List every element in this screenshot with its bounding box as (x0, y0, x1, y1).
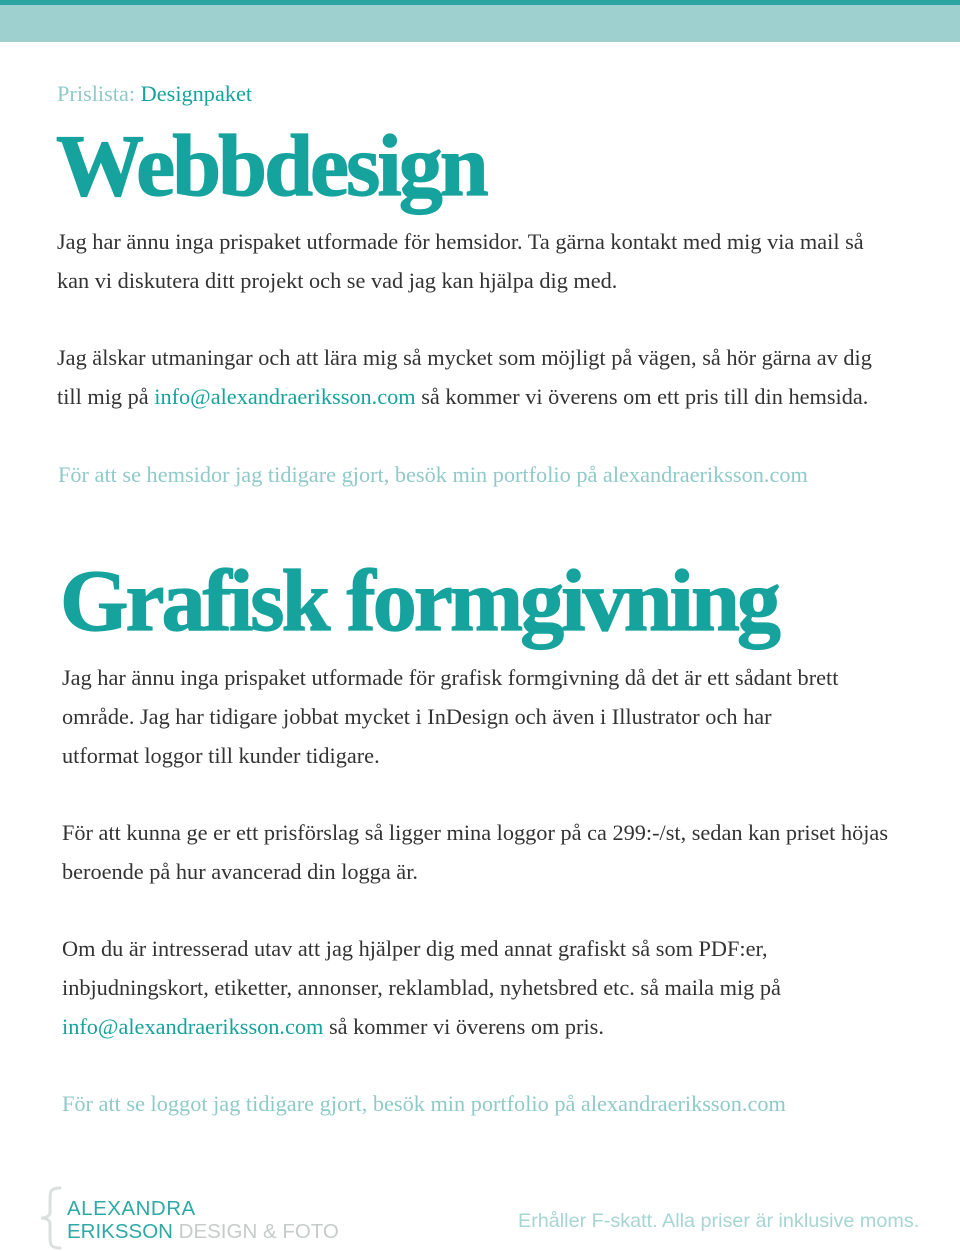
logo-name-second (67, 1222, 339, 1243)
grafisk-portfolio-note: För att se loggot jag tidigare gjort, besök min portfolio på alexandraeriksson.com (62, 1091, 786, 1116)
webbdesign-portfolio-note: För att se hemsidor jag tidigare gjort, besök min portfolio på alexandraeriksson.com (58, 462, 808, 487)
paragraph-line: Jag har ännu inga prispaket utformade för grafisk formgivning då det är ett sådant brett (62, 665, 839, 690)
grafisk-paragraph-1 (62, 658, 838, 775)
tax-note: Erhåller F-skatt. Alla priser är inklusive moms. (518, 1210, 920, 1232)
logo-name-first: ALEXANDRA (67, 1197, 196, 1220)
paragraph-line: kan vi diskutera ditt projekt och se vad jag kan hjälpa dig med. (57, 268, 618, 293)
paragraph-line: Om du är intresserad utav att jag hjälper dig med annat grafiskt så som PDF:er, (62, 936, 768, 961)
logo-surname: ERIKSSON (67, 1220, 173, 1243)
webbdesign-paragraph-1 (57, 222, 864, 300)
paragraph-line: inbjudningskort, etiketter, annonser, reklamblad, nyhetsbred etc. så maila mig på (62, 975, 781, 1000)
logo-brace-icon (38, 1186, 64, 1250)
paragraph-line (62, 1007, 781, 1046)
top-band-accent-line (0, 0, 960, 5)
grafisk-paragraph-2 (62, 813, 888, 891)
paragraph-line: Jag älskar utmaningar och att lära mig så mycket som möjligt på vägen, så hör gärna av dig (57, 345, 872, 370)
paragraph-text: till mig på (57, 384, 149, 409)
price-list-prefix: Prislista: (57, 81, 136, 106)
paragraph-text: så kommer vi överens om pris. (328, 1014, 604, 1039)
email-link[interactable]: info@alexandraeriksson.com (62, 1014, 324, 1039)
email-link[interactable]: info@alexandraeriksson.com (154, 384, 416, 409)
paragraph-text: så kommer vi överens om ett pris till din hemsida. (421, 384, 869, 409)
grafisk-paragraph-3 (62, 929, 781, 1046)
paragraph-line: Jag har ännu inga prispaket utformade för hemsidor. Ta gärna kontakt med mig via mail så (57, 229, 864, 254)
top-band (0, 0, 960, 42)
price-list-label (57, 74, 252, 113)
paragraph-line: För att kunna ge er ett prisförslag så ligger mina loggor på ca 299:-/st, sedan kan priset höjas (62, 820, 889, 845)
paragraph-line: beroende på hur avancerad din logga är. (62, 859, 418, 884)
webbdesign-heading: Webbdesign (56, 118, 486, 215)
webbdesign-paragraph-2 (57, 338, 872, 416)
paragraph-line: utformat loggor till kunder tidigare. (62, 743, 380, 768)
paragraph-line (57, 377, 872, 416)
paragraph-line: område. Jag har tidigare jobbat mycket i InDesign och även i Illustrator och har (62, 704, 772, 729)
grafisk-formgivning-heading: Grafisk formgivning (60, 553, 778, 650)
logo-tagline: DESIGN & FOTO (178, 1220, 339, 1243)
price-list-title: Designpaket (140, 81, 253, 106)
